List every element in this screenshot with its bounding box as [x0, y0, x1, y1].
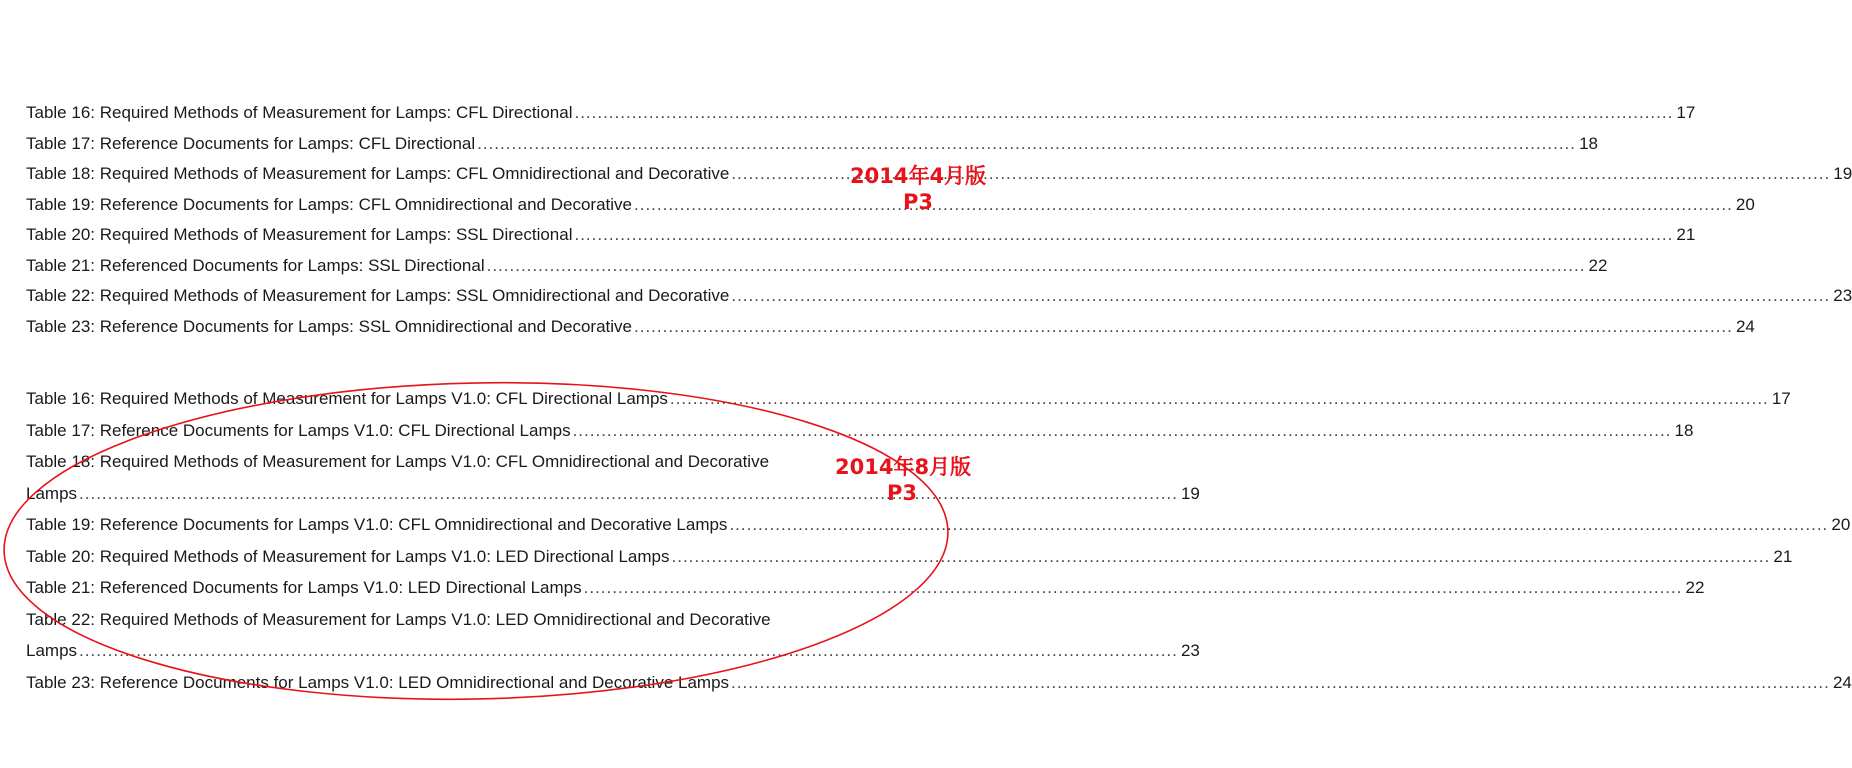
toc-entry-title: Table 16: Required Methods of Measurement for Lamps: CFL Directional: [26, 103, 573, 122]
toc-entry-page: 18: [1674, 420, 1694, 440]
annotation-edition: 2014年4月版: [850, 164, 987, 188]
toc-entry-page: 24: [1832, 672, 1852, 692]
toc-entry-title: Table 23: Reference Documents for Lamps V1.0: LED Omnidirectional and Decorative Lamps: [26, 672, 730, 692]
toc-entry-page: 20: [1831, 515, 1851, 534]
red-ellipse-outline: [1, 373, 951, 709]
toc-entry-title: Table 20: Required Methods of Measurement for Lamps: SSL Directional: [26, 225, 573, 244]
toc-entry-page: 24: [1735, 316, 1755, 336]
toc-entry-title: Table 17: Reference Documents for Lamps: CFL Directional: [26, 133, 476, 153]
toc-entry-title: Table 22: Required Methods of Measurement for Lamps V1.0: LED Omnidirectional and Decorative: [26, 609, 771, 629]
toc-entry-page: 20: [1735, 194, 1755, 214]
toc-entry-page: 21: [1676, 225, 1696, 244]
toc-entry-page: 21: [1773, 546, 1793, 566]
toc-entry-page: 22: [1685, 578, 1705, 597]
toc-entry-page: 18: [1579, 133, 1598, 153]
toc-entry-title: Table 21: Referenced Documents for Lamps V1.0: LED Directional Lamps: [26, 578, 582, 597]
toc-entry-page: 22: [1588, 255, 1608, 275]
toc-entry-title: Table 16: Required Methods of Measurement for Lamps V1.0: CFL Directional Lamps: [26, 389, 668, 408]
annotation-new-version: [835, 454, 971, 506]
toc-entry-title: Table 17: Reference Documents for Lamps V1.0: CFL Directional Lamps: [26, 420, 571, 440]
toc-entry-title: Lamps: [26, 483, 78, 503]
toc-entry-title: Table 19: Reference Documents for Lamps V1.0: CFL Omnidirectional and Decorative Lamps: [26, 515, 728, 534]
toc-entry-title: Lamps: [26, 641, 78, 660]
toc-entry-page: 17: [1771, 389, 1791, 408]
toc-entry-page: 19: [1833, 164, 1852, 183]
toc-entry-page: 19: [1180, 483, 1200, 503]
toc-entry-title: Table 22: Required Methods of Measurement for Lamps: SSL Omnidirectional and Decorative: [26, 286, 730, 305]
toc-entry-page: 17: [1676, 103, 1696, 122]
toc-entry-page: 23: [1180, 641, 1200, 660]
annotation-page: P3: [903, 190, 934, 214]
toc-entry-page: 23: [1833, 286, 1852, 305]
toc-entry-title: Table 20: Required Methods of Measurement for Lamps V1.0: LED Directional Lamps: [26, 546, 670, 566]
annotation-old-version: [850, 163, 986, 215]
toc-entry-title: Table 21: Referenced Documents for Lamps: SSL Directional: [26, 255, 485, 275]
toc-entry-title: Table 18: Required Methods of Measurement for Lamps V1.0: CFL Omnidirectional and Decorative: [26, 452, 770, 471]
annotation-page: P3: [887, 481, 918, 505]
toc-entry-title: Table 18: Required Methods of Measurement for Lamps: CFL Omnidirectional and Decorative: [26, 164, 730, 183]
toc-entry-title: Table 23: Reference Documents for Lamps: SSL Omnidirectional and Decorative: [26, 316, 633, 336]
annotation-edition: 2014年8月版: [835, 455, 972, 479]
toc-entry-title: Table 19: Reference Documents for Lamps: CFL Omnidirectional and Decorative: [26, 194, 632, 214]
